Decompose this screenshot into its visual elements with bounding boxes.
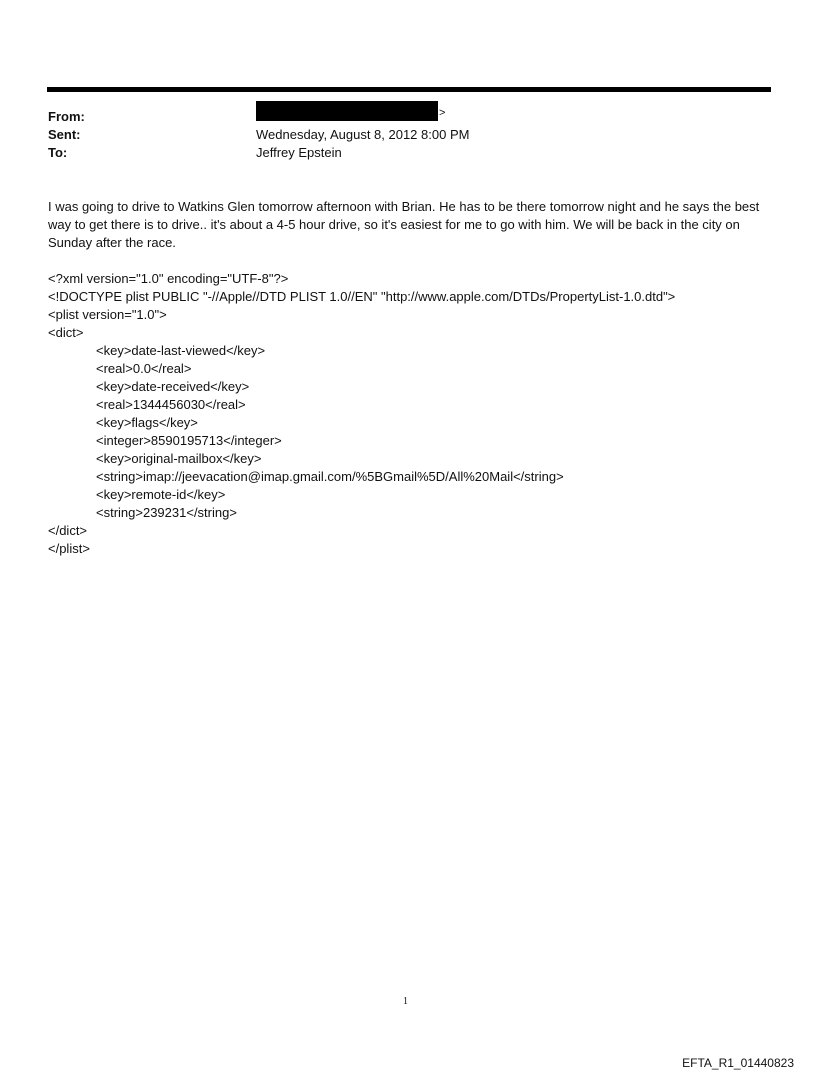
page-number: 1	[403, 996, 408, 1007]
xml-line: <?xml version="1.0" encoding="UTF-8"?>	[48, 271, 289, 286]
to-value: Jeffrey Epstein	[256, 145, 342, 160]
from-value-suffix: >	[439, 107, 446, 119]
plist-xml-block	[48, 270, 675, 558]
xml-line: <!DOCTYPE plist PUBLIC "-//Apple//DTD PLIST 1.0//EN" "http://www.apple.com/DTDs/PropertyList-1.0.dtd">	[48, 289, 676, 304]
xml-line: <string>239231</string>	[96, 505, 237, 520]
xml-line: </plist>	[48, 541, 90, 556]
xml-line: <key>flags</key>	[96, 415, 198, 430]
header-divider	[47, 87, 771, 92]
xml-line: </dict>	[48, 523, 88, 538]
xml-line: <key>remote-id</key>	[96, 487, 226, 502]
xml-line: <real>0.0</real>	[96, 361, 192, 376]
xml-line: <integer>8590195713</integer>	[96, 433, 282, 448]
bates-stamp: EFTA_R1_01440823	[682, 1056, 794, 1070]
redacted-sender	[256, 101, 438, 121]
xml-line: <key>date-received</key>	[96, 379, 250, 394]
xml-line: <key>original-mailbox</key>	[96, 451, 262, 466]
sent-value: Wednesday, August 8, 2012 8:00 PM	[256, 127, 470, 142]
sent-label: Sent:	[48, 127, 81, 142]
email-body: I was going to drive to Watkins Glen tomorrow afternoon with Brian. He has to be there tomorrow night and he says the best way to get there is to drive.. it's about a 4-5 hour drive, so it's easiest for me to go with him. We will be back in the city on Sunday after the race.	[48, 199, 760, 250]
xml-line: <real>1344456030</real>	[96, 397, 246, 412]
from-label: From:	[48, 109, 85, 124]
xml-line: <dict>	[48, 325, 84, 340]
xml-line: <key>date-last-viewed</key>	[96, 343, 266, 358]
xml-line: <string>imap://jeevacation@imap.gmail.com/%5BGmail%5D/All%20Mail</string>	[96, 469, 564, 484]
to-label: To:	[48, 145, 68, 160]
xml-line: <plist version="1.0">	[48, 307, 167, 322]
